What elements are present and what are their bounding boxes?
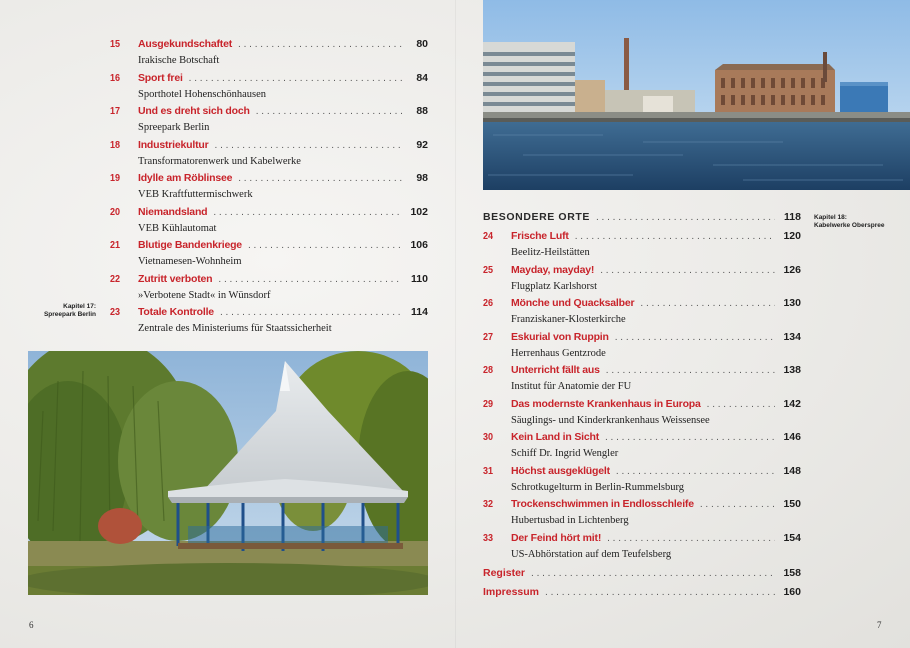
chapter-page: 138 <box>783 364 801 376</box>
toc-entry[interactable] <box>110 306 428 338</box>
leader-dots <box>615 332 775 343</box>
chapter-number: 30 <box>483 431 494 443</box>
chapter-number: 25 <box>483 263 494 276</box>
section-besondere-orte[interactable] <box>483 211 801 223</box>
leader-dots <box>607 533 775 544</box>
chapter-subtitle: Schiff Dr. Ingrid Wengler <box>511 448 619 459</box>
leader-dots <box>600 265 775 276</box>
chapter-title: Totale Kontrolle <box>138 306 214 318</box>
toc-entry[interactable] <box>110 72 428 104</box>
chapter-number: 23 <box>110 306 121 318</box>
chapter-title: Idylle am Röblinsee <box>138 172 233 184</box>
toc-entry[interactable] <box>483 230 801 262</box>
chapter-subtitle: Irakische Botschaft <box>138 55 220 66</box>
chapter-number: 28 <box>483 364 494 376</box>
chapter-page: 98 <box>416 172 428 184</box>
chapter-title: Niemandsland <box>138 205 208 218</box>
chapter-number: 21 <box>110 239 121 251</box>
chapter-subtitle: Herrenhaus Gentzrode <box>511 347 606 359</box>
chapter-subtitle: VEB Kühlautomat <box>138 222 217 234</box>
chapter-page: 106 <box>410 239 428 251</box>
leader-dots <box>575 231 775 242</box>
leader-dots <box>700 499 775 510</box>
leader-dots <box>218 274 402 285</box>
chapter-number: 20 <box>110 205 121 218</box>
toc-entry[interactable] <box>483 465 801 497</box>
toc-entry[interactable] <box>110 273 428 305</box>
chapter-title: Mayday, mayday! <box>511 263 595 276</box>
chapter-title: Der Feind hört mit! <box>511 531 602 544</box>
leader-dots <box>531 568 775 579</box>
toc-entry[interactable] <box>483 431 801 463</box>
chapter-subtitle: Vietnamesen-Wohnheim <box>138 256 242 267</box>
leader-dots <box>220 307 402 318</box>
chapter-subtitle: US-Abhörstation auf dem Teufelsberg <box>511 548 672 560</box>
chapter-page: 120 <box>783 230 801 242</box>
chapter-page: 148 <box>783 464 801 477</box>
leader-dots <box>606 365 775 376</box>
chapter-subtitle: Spreepark Berlin <box>138 122 210 133</box>
chapter-page: 142 <box>783 397 801 410</box>
chapter-subtitle: Beelitz-Heilstätten <box>511 247 590 258</box>
leader-dots <box>248 240 402 251</box>
caption-chapter-17: Kapitel 17: Spreepark Berlin <box>43 303 96 318</box>
chapter-subtitle: Hubertusbad in Lichtenberg <box>511 515 629 526</box>
toc-entry[interactable] <box>483 498 801 530</box>
chapter-title: Trockenschwimmen in Endlosschleife <box>511 498 694 510</box>
leader-dots <box>215 140 402 151</box>
chapter-title: Ausgekundschaftet <box>138 38 233 50</box>
chapter-subtitle: Institut für Anatomie der FU <box>511 381 632 392</box>
chapter-title: Eskurial von Ruppin <box>511 330 609 343</box>
chapter-number: 15 <box>110 38 121 50</box>
leader-dots <box>256 106 402 117</box>
leader-dots <box>545 587 775 598</box>
impressum-title: Impressum <box>483 586 540 598</box>
register-title: Register <box>483 567 526 579</box>
chapter-subtitle: VEB Kraftfuttermischwerk <box>138 189 253 200</box>
chapter-subtitle: Flugplatz Karlshorst <box>511 280 598 292</box>
chapter-number: 31 <box>483 464 494 477</box>
leader-dots <box>213 207 402 218</box>
chapter-page: 130 <box>783 297 801 309</box>
chapter-number: 32 <box>483 498 494 510</box>
chapter-title: Sport frei <box>138 71 183 84</box>
chapter-page: 80 <box>416 38 428 50</box>
chapter-subtitle: Transformatorenwerk und Kabelwerke <box>138 155 301 167</box>
leader-dots <box>596 212 775 223</box>
chapter-title: Mönche und Quacksalber <box>511 297 635 309</box>
chapter-page: 84 <box>416 71 428 84</box>
chapter-number: 17 <box>110 105 121 117</box>
toc-entry[interactable] <box>110 38 428 70</box>
chapter-page: 150 <box>783 498 801 510</box>
toc-entry[interactable] <box>483 297 801 329</box>
chapter-number: 24 <box>483 230 494 242</box>
chapter-title: Frische Luft <box>511 230 569 242</box>
leader-dots <box>189 73 402 84</box>
chapter-title: Das modernste Krankenhaus in Europa <box>511 397 701 410</box>
leader-dots <box>605 432 775 443</box>
chapter-number: 27 <box>483 330 494 343</box>
chapter-number: 26 <box>483 297 494 309</box>
folio-right: 7 <box>877 620 882 630</box>
toc-entry[interactable] <box>483 532 801 564</box>
chapter-number: 16 <box>110 71 121 84</box>
chapter-number: 29 <box>483 397 494 410</box>
section-title: BESONDERE ORTE <box>483 211 590 223</box>
chapter-subtitle: Schrotkugelturm in Berlin-Rummelsburg <box>511 481 685 493</box>
toc-entry[interactable] <box>483 398 801 430</box>
toc-register[interactable] <box>483 567 801 579</box>
toc-entry[interactable] <box>110 239 428 271</box>
leader-dots <box>640 298 775 309</box>
chapter-page: 102 <box>410 205 428 218</box>
chapter-page: 114 <box>411 306 428 318</box>
chapter-title: Zutritt verboten <box>138 272 213 285</box>
section-page: 118 <box>784 211 801 223</box>
toc-entry[interactable] <box>110 139 428 171</box>
chapter-number: 22 <box>110 272 121 285</box>
chapter-subtitle: Sporthotel Hohenschönhausen <box>138 88 267 100</box>
chapter-title: Und es dreht sich doch <box>138 105 250 117</box>
chapter-number: 33 <box>483 531 494 544</box>
chapter-title: Kein Land in Sicht <box>511 431 599 443</box>
chapter-subtitle: Säuglings- und Kinderkrankenhaus Weissensee <box>511 414 710 426</box>
leader-dots <box>616 466 775 477</box>
chapter-subtitle: Zentrale des Ministeriums für Staatssicherheit <box>138 323 332 334</box>
photo-spreepark-carousel <box>28 351 428 595</box>
toc-entry[interactable] <box>483 264 801 296</box>
toc-entry[interactable] <box>110 206 428 238</box>
chapter-page: 126 <box>783 263 801 276</box>
chapter-title: Industriekultur <box>138 138 209 151</box>
chapter-page: 110 <box>411 272 428 285</box>
chapter-title: Höchst ausgeklügelt <box>511 464 610 477</box>
spread-gutter <box>455 0 456 648</box>
chapter-page: 146 <box>783 431 801 443</box>
photo-kabelwerke-oberspree <box>483 0 910 190</box>
register-page: 158 <box>783 567 801 579</box>
chapter-subtitle: »Verbotene Stadt« in Wünsdorf <box>138 289 271 301</box>
toc-entry[interactable] <box>110 105 428 137</box>
impressum-page: 160 <box>783 586 801 598</box>
toc-entry[interactable] <box>483 364 801 396</box>
folio-left: 6 <box>29 620 34 630</box>
chapter-page: 154 <box>783 531 801 544</box>
chapter-title: Unterricht fällt aus <box>511 364 600 376</box>
chapter-page: 88 <box>416 105 428 117</box>
caption-chapter-18: Kapitel 18: Kabelwerke Oberspree <box>814 214 885 229</box>
chapter-title: Blutige Bandenkriege <box>138 239 242 251</box>
chapter-page: 92 <box>416 138 428 151</box>
toc-entry[interactable] <box>110 172 428 204</box>
chapter-subtitle: Franziskaner-Klosterkirche <box>511 314 626 325</box>
leader-dots <box>238 173 402 184</box>
toc-impressum[interactable] <box>483 586 801 598</box>
toc-entry[interactable] <box>483 331 801 363</box>
chapter-number: 19 <box>110 172 121 184</box>
leader-dots <box>238 39 402 50</box>
chapter-number: 18 <box>110 138 121 151</box>
leader-dots <box>707 399 775 410</box>
chapter-page: 134 <box>783 330 801 343</box>
